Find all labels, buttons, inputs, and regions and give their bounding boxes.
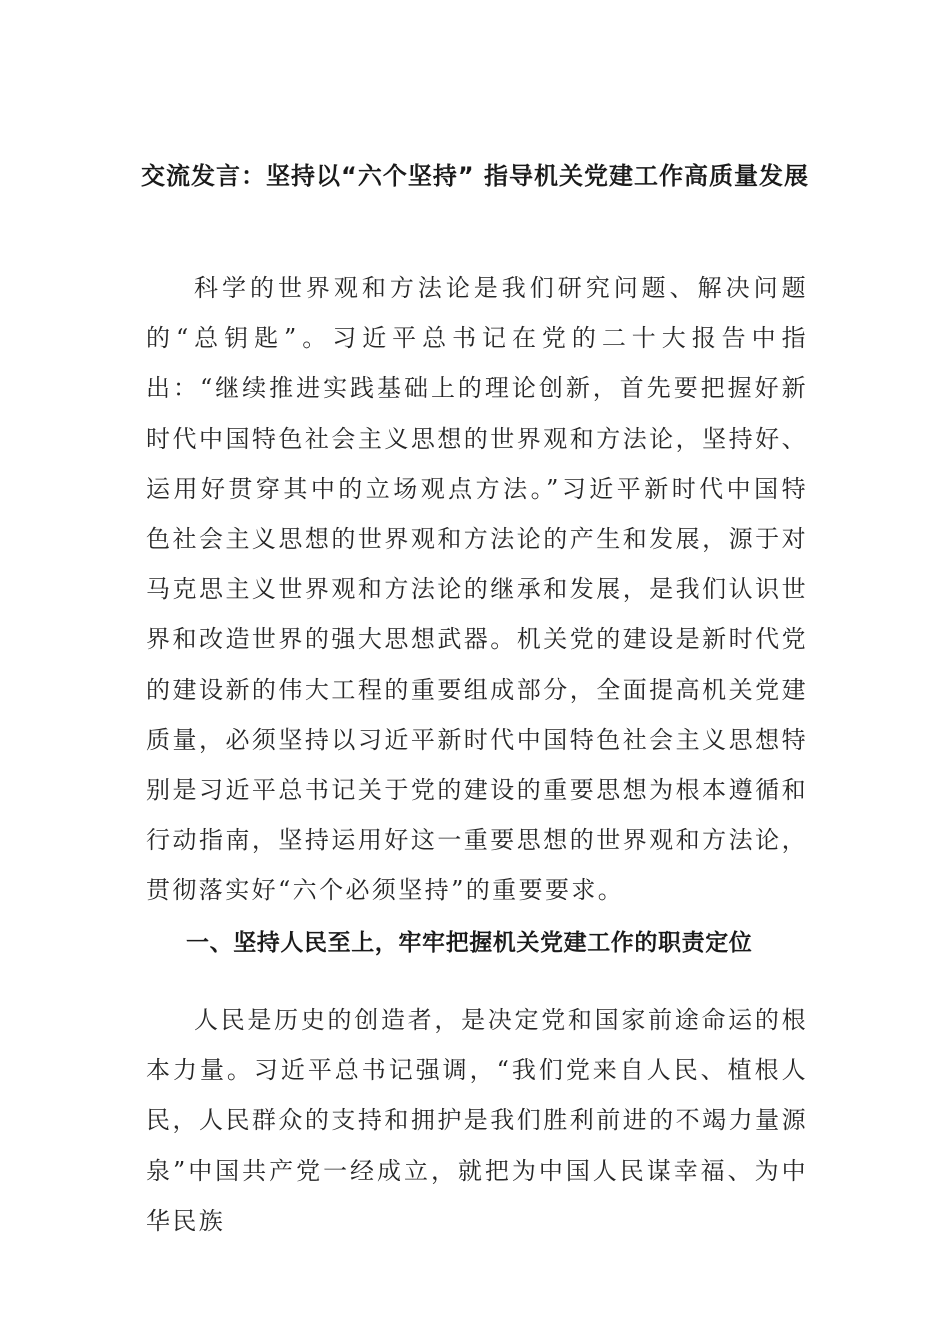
document-title: 交流发言：坚持以“六个坚持” 指导机关党建工作高质量发展 xyxy=(141,162,809,190)
body-paragraph-2: 人民是历史的创造者，是决定党和国家前途命运的根本力量。习近平总书记强调，“我们党来自人民、植根人民，人民群众的支持和拥护是我们胜利前进的不竭力量源泉”中国共产党一经成立，就把为中国人民谋幸福、为中华民族 xyxy=(146,1006,808,1235)
section-heading-1: 一、坚持人民至上，牢牢把握机关党建工作的职责定位 xyxy=(186,930,753,956)
body-paragraph-1: 科学的世界观和方法论是我们研究问题、解决问题的“总钥匙”。习近平总书记在党的二十大报告中指出：“继续推进实践基础上的理论创新，首先要把握好新时代中国特色社会主义思想的世界观和方法论，坚持好、运用好贯穿其中的立场观点方法。”习近平新时代中国特色社会主义思想的世界观和方法论的产生和发展，源于对马克思主义世界观和方法论的继承和发展，是我们认识世界和改造世界的强大思想武器。机关党的建设是新时代党的建设新的伟大工程的重要组成部分，全面提高机关党建质量，必须坚持以习近平新时代中国特色社会主义思想特别是习近平总书记关于党的建设的重要思想为根本遵循和行动指南，坚持运用好这一重要思想的世界观和方法论，贯彻落实好“六个必须坚持”的重要要求。 xyxy=(146,274,808,905)
